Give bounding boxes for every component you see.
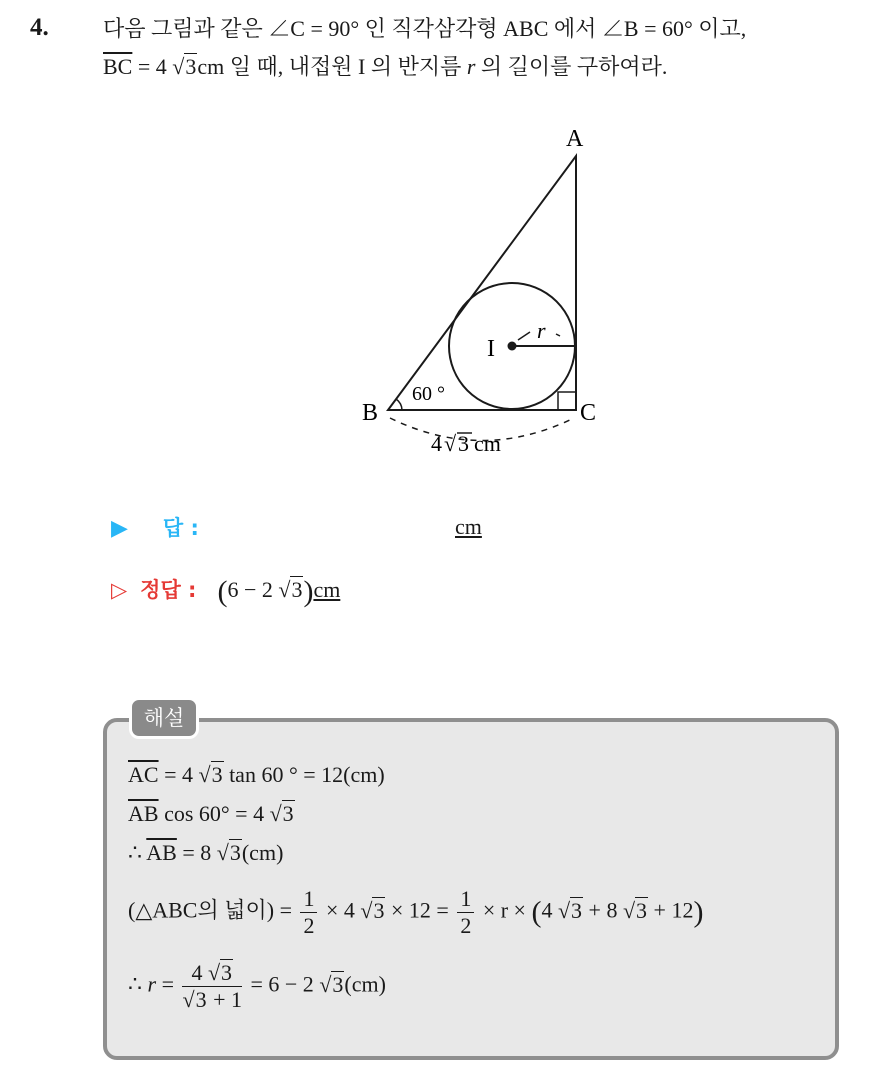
right-angle-mark [558,392,576,410]
base-sqrt-sign: √ [444,431,457,456]
correct-label: 정답 : [140,578,197,602]
correct-value: (6 − 2 √3) [217,574,314,608]
answer-unit: cm [455,514,482,539]
answer-label: 답 : [162,516,199,540]
answer-marker-icon: ▶ [111,516,128,541]
question-line-2 [103,52,667,82]
solution-line-5: ∴ r = $\frac{4 √3}{√3 + 1}$ = 6 − 2 √3(cm) [128,960,386,1012]
radius-tick [518,332,530,340]
base-num: 4 [431,431,442,456]
solution-tag: 해설 [129,697,199,739]
q2-eq: = 4 [132,54,167,79]
solution-line-1: $\overline{AC} = 4$ √3 tan 60 ° = 12(cm) [128,762,385,787]
correct-row [111,574,340,609]
solution-line-4: (△ABC의 넓이) = $\frac{1}{2}$ × 4 √3 × 12 = $\frac{1}{2}$ × r × (4 √3 + 8 √3 + 12) [128,886,704,938]
sqrt-3: √3 [172,54,197,79]
correct-unit: cm [313,577,341,602]
triangle-figure [350,118,640,468]
triangle-abc [388,156,576,410]
correct-marker-icon: ▷ [111,578,128,602]
radius-var: r [466,54,476,79]
solution-line-3: ∴ $\overline{AB} = 8$ √3(cm) [128,840,284,865]
question-line-1 [103,14,746,44]
base-rad: 3 [458,431,469,456]
radius-tick-2 [556,334,560,336]
label-r: r [537,318,546,343]
angle-label: 60 ° [412,383,445,405]
solution-line-2: $\overline{AB}$ cos 60° = 4 √3 [128,801,294,826]
answer-row [111,512,199,542]
angle-arc-b [396,399,402,410]
q2-end: 의 길이를 구하여라. [475,54,668,79]
question-text-1: 다음 그림과 같은 ∠C = 90° 인 직각삼각형 ABC 에서 ∠B = 60° 이고, [103,16,747,41]
label-i: I [487,336,495,362]
label-c: C [580,400,597,426]
label-b: B [362,400,379,426]
problem-number: 4. [30,14,49,41]
base-unit: cm [474,431,501,456]
label-a: A [566,126,584,152]
segment-bc: $\overline{BC}$ [103,54,133,79]
q2-rest: cm 일 때, 내접원 I 의 반지름 [197,54,467,79]
